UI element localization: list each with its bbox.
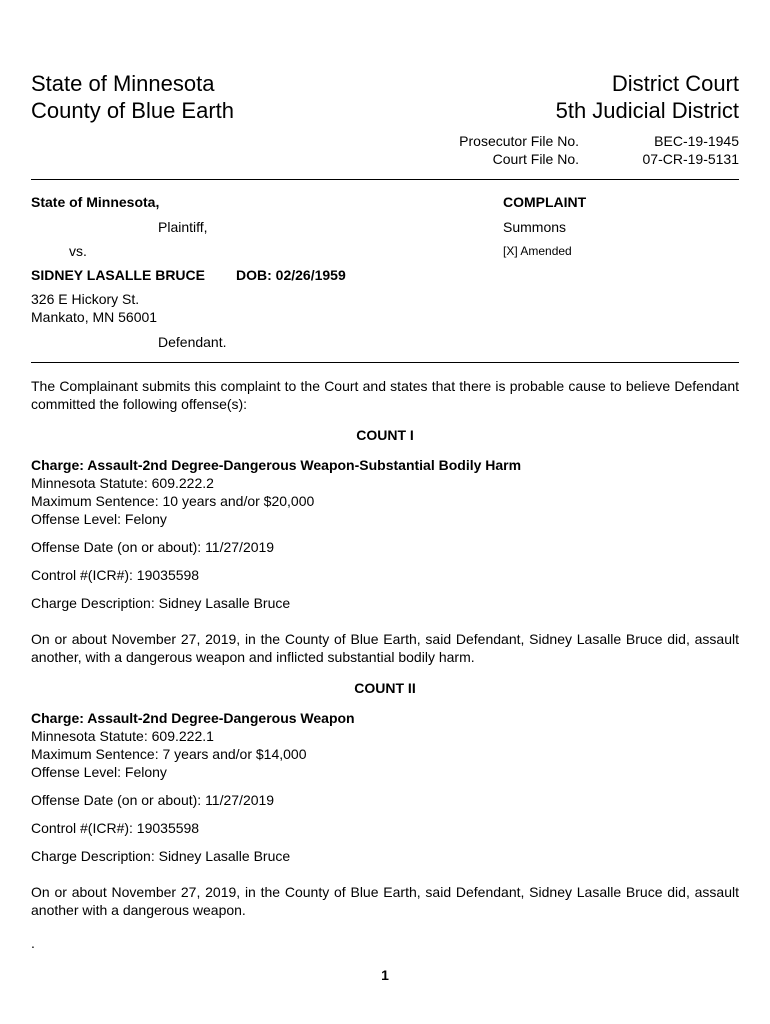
statute: Minnesota Statute: 609.222.2 (31, 475, 214, 491)
count-narrative: On or about November 27, 2019, in the County of Blue Earth, said Defendant, Sidney Lasalle Bruce did, assault another, with a dangerous weapon and inflicted substantial bodily harm. (31, 631, 739, 665)
divider-bottom (31, 362, 739, 363)
plaintiff-name: State of Minnesota, (31, 194, 160, 210)
control-number: Control #(ICR#): 19035598 (31, 567, 200, 583)
count-details (31, 709, 355, 781)
plaintiff-label: Plaintiff, (158, 219, 208, 235)
page-number: 1 (381, 967, 389, 983)
court-file-label: Court File No. (492, 151, 579, 167)
offense-date: Offense Date (on or about): 11/27/2019 (31, 539, 275, 555)
jurisdiction-block (31, 70, 234, 124)
max-sentence: Maximum Sentence: 7 years and/or $14,000 (31, 746, 307, 762)
document-type: COMPLAINT (503, 194, 587, 210)
state-name: State of Minnesota (31, 71, 215, 96)
defendant-name: SIDNEY LASALLE BRUCE (31, 267, 205, 283)
document-page (31, 0, 739, 1024)
count-details (31, 456, 521, 528)
judicial-district: 5th Judicial District (555, 98, 739, 123)
defendant-address-line1: 326 E Hickory St. (31, 291, 140, 307)
charge-description: Charge Description: Sidney Lasalle Bruce (31, 848, 291, 864)
court-file-row (429, 150, 739, 168)
court-name: District Court (611, 71, 739, 96)
charge-description: Charge Description: Sidney Lasalle Bruce (31, 595, 291, 611)
defendant-label: Defendant. (158, 334, 227, 350)
count-heading: COUNT I (356, 427, 414, 443)
versus-label: vs. (69, 243, 87, 259)
charge-title: Charge: Assault-2nd Degree-Dangerous Weapon (31, 710, 355, 726)
file-numbers (429, 132, 739, 168)
offense-date: Offense Date (on or about): 11/27/2019 (31, 792, 275, 808)
court-block (556, 70, 739, 124)
amended-checkbox: [X] Amended (503, 244, 572, 258)
statute: Minnesota Statute: 609.222.1 (31, 728, 214, 744)
offense-level: Offense Level: Felony (31, 764, 167, 780)
charge-title: Charge: Assault-2nd Degree-Dangerous Weapon-Substantial Bodily Harm (31, 457, 522, 473)
trailing-mark: . (31, 935, 35, 951)
max-sentence: Maximum Sentence: 10 years and/or $20,000 (31, 493, 315, 509)
defendant-dob: DOB: 02/26/1959 (236, 267, 346, 283)
divider-top (31, 179, 739, 180)
prosecutor-file-label: Prosecutor File No. (459, 133, 579, 149)
control-number: Control #(ICR#): 19035598 (31, 820, 200, 836)
count-narrative: On or about November 27, 2019, in the County of Blue Earth, said Defendant, Sidney Lasalle Bruce did, assault another with a dangerous weapon. (31, 884, 739, 918)
court-file-value: 07-CR-19-5131 (642, 151, 739, 167)
defendant-address-line2: Mankato, MN 56001 (31, 309, 158, 325)
count-heading: COUNT II (354, 680, 416, 696)
county-name: County of Blue Earth (31, 98, 235, 123)
offense-level: Offense Level: Felony (31, 511, 167, 527)
intro-paragraph: The Complainant submits this complaint to the Court and states that there is probable cause to believe Defendant committed the following offense(s): (31, 378, 739, 412)
prosecutor-file-value: BEC-19-1945 (654, 133, 739, 149)
summons-label: Summons (503, 219, 567, 235)
prosecutor-file-row (429, 132, 739, 150)
